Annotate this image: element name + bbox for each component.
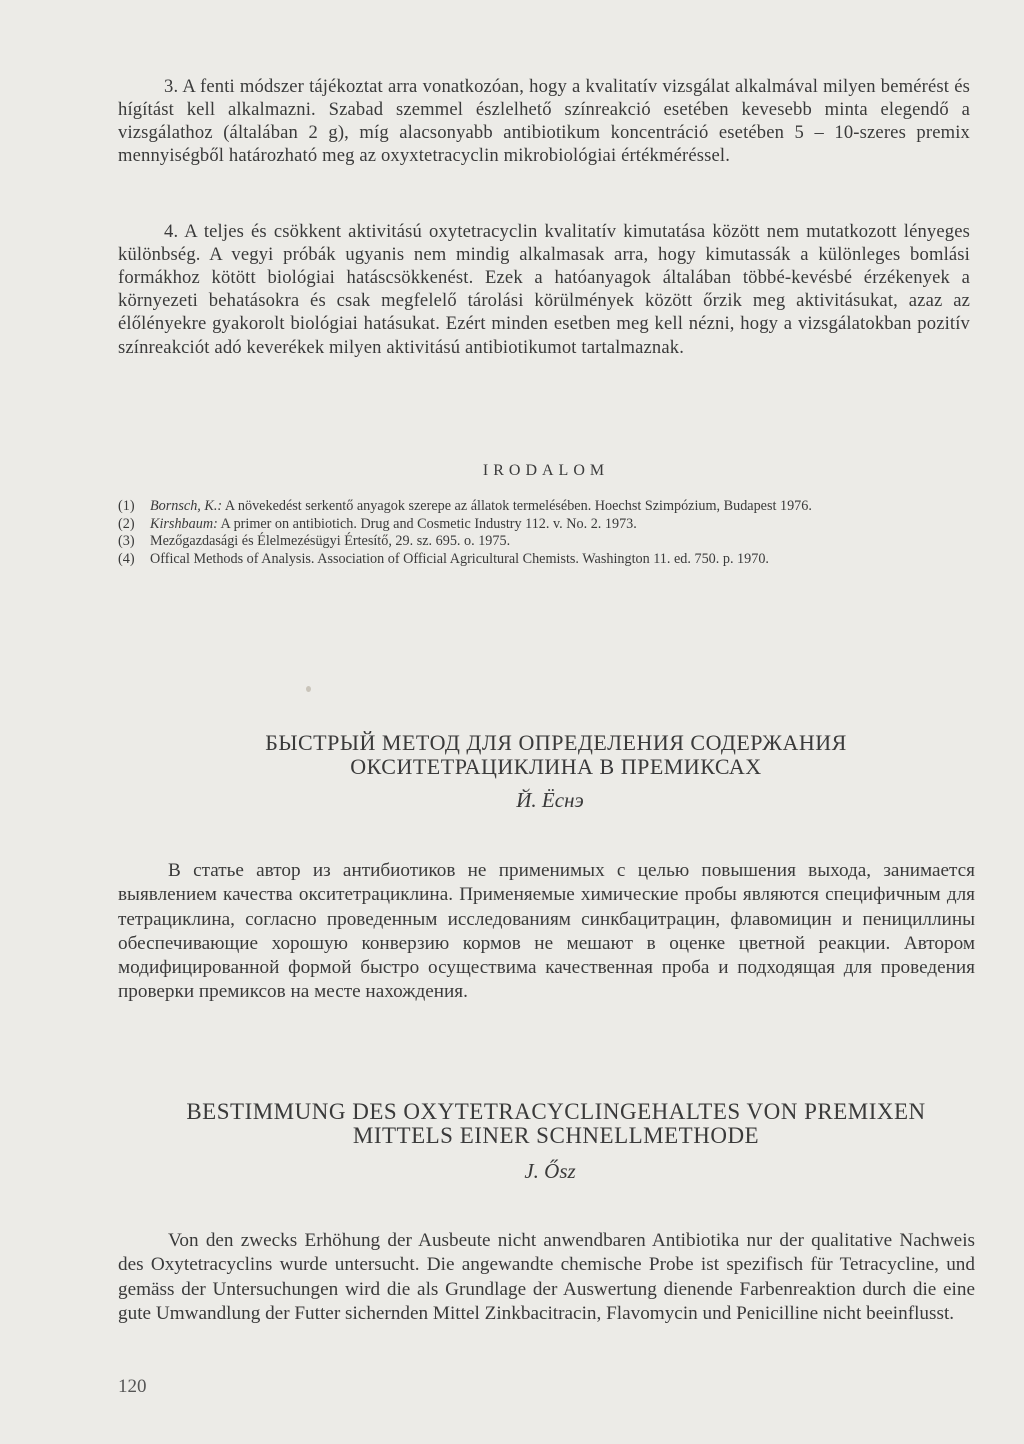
reference-author: Kirshbaum: — [150, 515, 218, 532]
russian-author: Й. Ёснэ — [516, 788, 584, 812]
reference-item — [118, 551, 973, 569]
reference-number: (3) — [118, 533, 135, 549]
page-number: 120 — [118, 1376, 147, 1397]
reference-item — [118, 498, 973, 516]
section-3-paragraph: 3. A fenti módszer tájékoztat arra vonatkozóan, hogy a kvalitatív vizsgálat alkalmával milyen bemérést és hígítást kell alkalmazni. Szabad szemmel észlelhető színreakció esetében kevesebb minta elegendő a vizsgálathoz (általában 2 g), míg alacsonyabb antibiotikum koncentráció esetében 5 – 10-szeres premix mennyiségből határozható meg az oxyxtetracyclin mikrobiológiai értékméréssel. — [118, 75, 970, 167]
russian-title — [100, 731, 1012, 779]
reference-number: (2) — [118, 515, 135, 532]
russian-title-line: ОКСИТЕТРАЦИКЛИНА В ПРЕМИКСАХ — [350, 754, 762, 779]
ink-spot — [306, 686, 311, 692]
reference-text: Mezőgazdasági és Élelmezésügyi Értesítő, 29. sz. 695. o. 1975. — [150, 533, 511, 549]
reference-item — [118, 516, 973, 534]
literature-heading: IRODALOM — [482, 462, 610, 479]
german-title — [100, 1100, 1012, 1148]
reference-text: Offical Methods of Analysis. Association of Official Agricultural Chemists. Washington 11. ed. 750. p. 1970. — [150, 550, 769, 567]
german-abstract: Von den zwecks Erhöhung der Ausbeute nicht anwendbaren Antibiotika nur der qualitative Nachweis des Oxytetracyclins wurde untersucht. Die angewandte chemische Probe ist spezifisch für Tetracycline, und gemäss der Untersuchungen wird die als Grundlage der Auswertung dienende Farbenreaktion durch die eine gute Umwandlung der Futter sichernden Mittel Zinkbacitracin, Flavomycin und Penicilline nicht beeinflusst. — [118, 1230, 975, 1324]
section-4-paragraph: 4. A teljes és csökkent aktivitású oxytetracyclin kvalitatív kimutatása között nem mutatkozott lényeges különbség. A vegyi próbák ugyanis nem mindig alkalmasak arra, hogy kimutassák a különleges bomlási formákhoz kötött biológiai hatáscsökkenést. Ezek a hatóanyagok általában többé-kevésbé érzékenyek a környezeti behatásokra és csak megfelelő tárolási körülmények között őrzik meg aktivitásukat, azaz az élőlényekre gyakorolt biológiai hatásukat. Ezért minden esetben meg kell nézni, hogy a vizsgálatokban pozitív színreakciót adó keverékek milyen aktivitású antibiotikumot tartalmaznak. — [118, 220, 970, 358]
reference-number: (4) — [118, 550, 135, 567]
german-title-line: BESTIMMUNG DES OXYTETRACYCLINGEHALTES VON PREMIXEN — [186, 1099, 926, 1124]
reference-text: A növekedést serkentő anyagok szerepe az állatok termelésében. Hoechst Szimpózium, Budapest 1976. — [222, 498, 812, 514]
russian-title-line: БЫСТРЫЙ МЕТОД ДЛЯ ОПРЕДЕЛЕНИЯ СОДЕРЖАНИЯ — [265, 730, 847, 755]
reference-list — [118, 498, 973, 568]
russian-abstract: В статье автор из антибиотиков не применимых с целью повышения выхода, занимается выявлением качества окситетрациклина. Применяемые химические пробы являются специфичным для тетрациклина, согласно проведенным исследованиям синкбацитрацин, флавомицин и пенициллины обеспечивающие хорошую конверзию кормов не мешают в оценке цветной реакции. Автором модифицированной формой быстро осуществима качественная проба и подходящая для проведения проверки премиксов на месте нахождения. — [118, 860, 975, 1003]
reference-number: (1) — [118, 498, 135, 514]
german-author: J. Ősz — [524, 1159, 576, 1183]
reference-text: A primer on antibiotich. Drug and Cosmetic Industry 112. v. No. 2. 1973. — [217, 515, 637, 532]
reference-item — [118, 533, 973, 551]
reference-author: Bornsch, K.: — [150, 498, 223, 514]
german-title-line: MITTELS EINER SCHNELLMETHODE — [352, 1123, 760, 1148]
